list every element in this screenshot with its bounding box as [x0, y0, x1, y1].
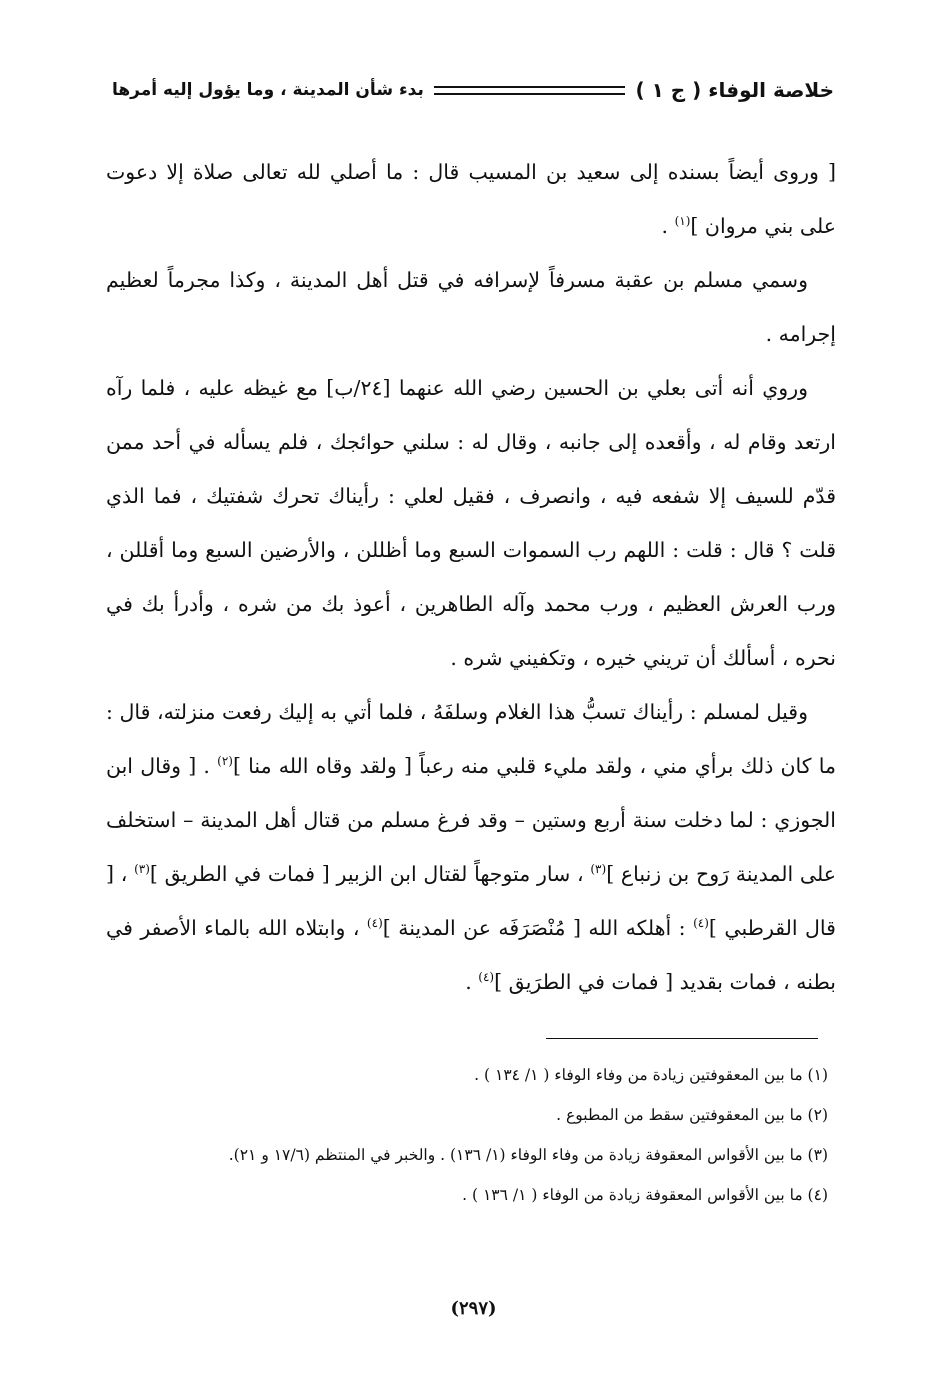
footnote: (٤) ما بين الأقواس المعقوفة زيادة من الوفاء ( ١/ ١٣٦ ) . — [462, 1186, 828, 1204]
paragraph — [106, 253, 836, 361]
paragraph-text: وقيل لمسلم : رأيناك تسبُّ هذا الغلام وسلفَهُ ، فلما أتي به إليك رفعت منزلته، قال : ما كان ذلك برأي مني ، ولقد مليء قلبي منه رعباً [ ولقد وقاه الله منا ] — [106, 700, 836, 778]
paragraph-text: [ وروى أيضاً بسنده إلى سعيد بن المسيب قال : ما أصلي لله تعالى صلاة إلا دعوت على بني مروان ] — [106, 160, 836, 238]
paragraph-tail: . — [661, 214, 675, 238]
paragraph-text: ، سار متوجهاً لقتال ابن الزبير [ فمات في الطريق ] — [149, 862, 591, 886]
paragraph-text: ، وابتلاه الله بالماء الأصفر في بطنه ، فمات بقديد [ فمات في الطرَيق ] — [106, 916, 836, 994]
paragraph — [106, 685, 836, 1009]
footnote-ref: (٢) — [217, 754, 233, 769]
paragraph-text: وروي أنه أتى بعلي بن الحسين رضي الله عنهما [٢٤/ب] مع غيظه عليه ، فلما رآه ارتعد وقام له ، وأقعده إلى جانبه ، وقال له : سلني حوائجك ، فلم يسأله في أحد ممن قدّم للسيف إلا شفعه فيه ، وانصرف ، فقيل لعلي : رأيناك تحرك شفتيك ، فما الذي قلت ؟ قال : قلت : اللهم رب السموات السبع وما أظللن ، والأرضين السبع وما أقللن ، ورب العرش العظيم ، ورب محمد وآله الطاهرين ، أعوذ بك من شره ، وأدرأ بك في نحره ، أسألك أن تريني خيره ، وتكفيني شره . — [106, 376, 836, 670]
running-header — [112, 72, 834, 108]
footnote-ref: (٤) — [693, 916, 709, 931]
footnote-ref: (١) — [674, 214, 691, 229]
paragraph-text: ، [ قال القرطبي ] — [106, 862, 836, 940]
footnote-ref: (٤) — [366, 916, 383, 931]
footnote: (٢) ما بين المعقوفتين سقط من المطبوع . — [556, 1106, 828, 1124]
footnote-separator — [546, 1038, 818, 1039]
header-chapter-title: بدء شأن المدينة ، وما يؤول إليه أمرها — [112, 80, 424, 100]
paragraph-text: . [ وقال ابن الجوزي : لما دخلت سنة أربع وستين – وقد فرغ مسلم من قتال أهل المدينة – استخلف على المدينة رَوح بن زنباع ] — [106, 754, 836, 886]
paragraph — [106, 145, 836, 253]
paragraph — [106, 361, 836, 685]
paragraph-text: وسمي مسلم بن عقبة مسرفاً لإسرافه في قتل أهل المدينة ، وكذا مجرماً لعظيم إجرامه . — [106, 268, 836, 346]
main-text — [106, 145, 836, 1009]
page-number: (٢٩٧) — [450, 1298, 497, 1319]
header-book-title: خلاصة الوفاء ( ج ١ ) — [635, 78, 834, 102]
header-double-rule — [434, 86, 626, 95]
paragraph-text: : أهلكه الله [ مُنْصَرَفَه عن المدينة ] — [382, 916, 694, 940]
footnote-ref: (٣) — [134, 862, 150, 877]
footnote-ref: (٤) — [478, 970, 495, 985]
paragraph-text: . — [465, 970, 479, 994]
footnote: (٣) ما بين الأقواس المعقوفة زيادة من وفاء الوفاء (١/ ١٣٦) . والخبر في المنتظم (١٧/٦ و ٢١). — [228, 1146, 828, 1164]
footnote: (١) ما بين المعقوفتين زيادة من وفاء الوفاء ( ١/ ١٣٤ ) . — [474, 1066, 828, 1084]
footnote-ref: (٣) — [590, 862, 607, 877]
footnotes — [120, 1055, 828, 1215]
